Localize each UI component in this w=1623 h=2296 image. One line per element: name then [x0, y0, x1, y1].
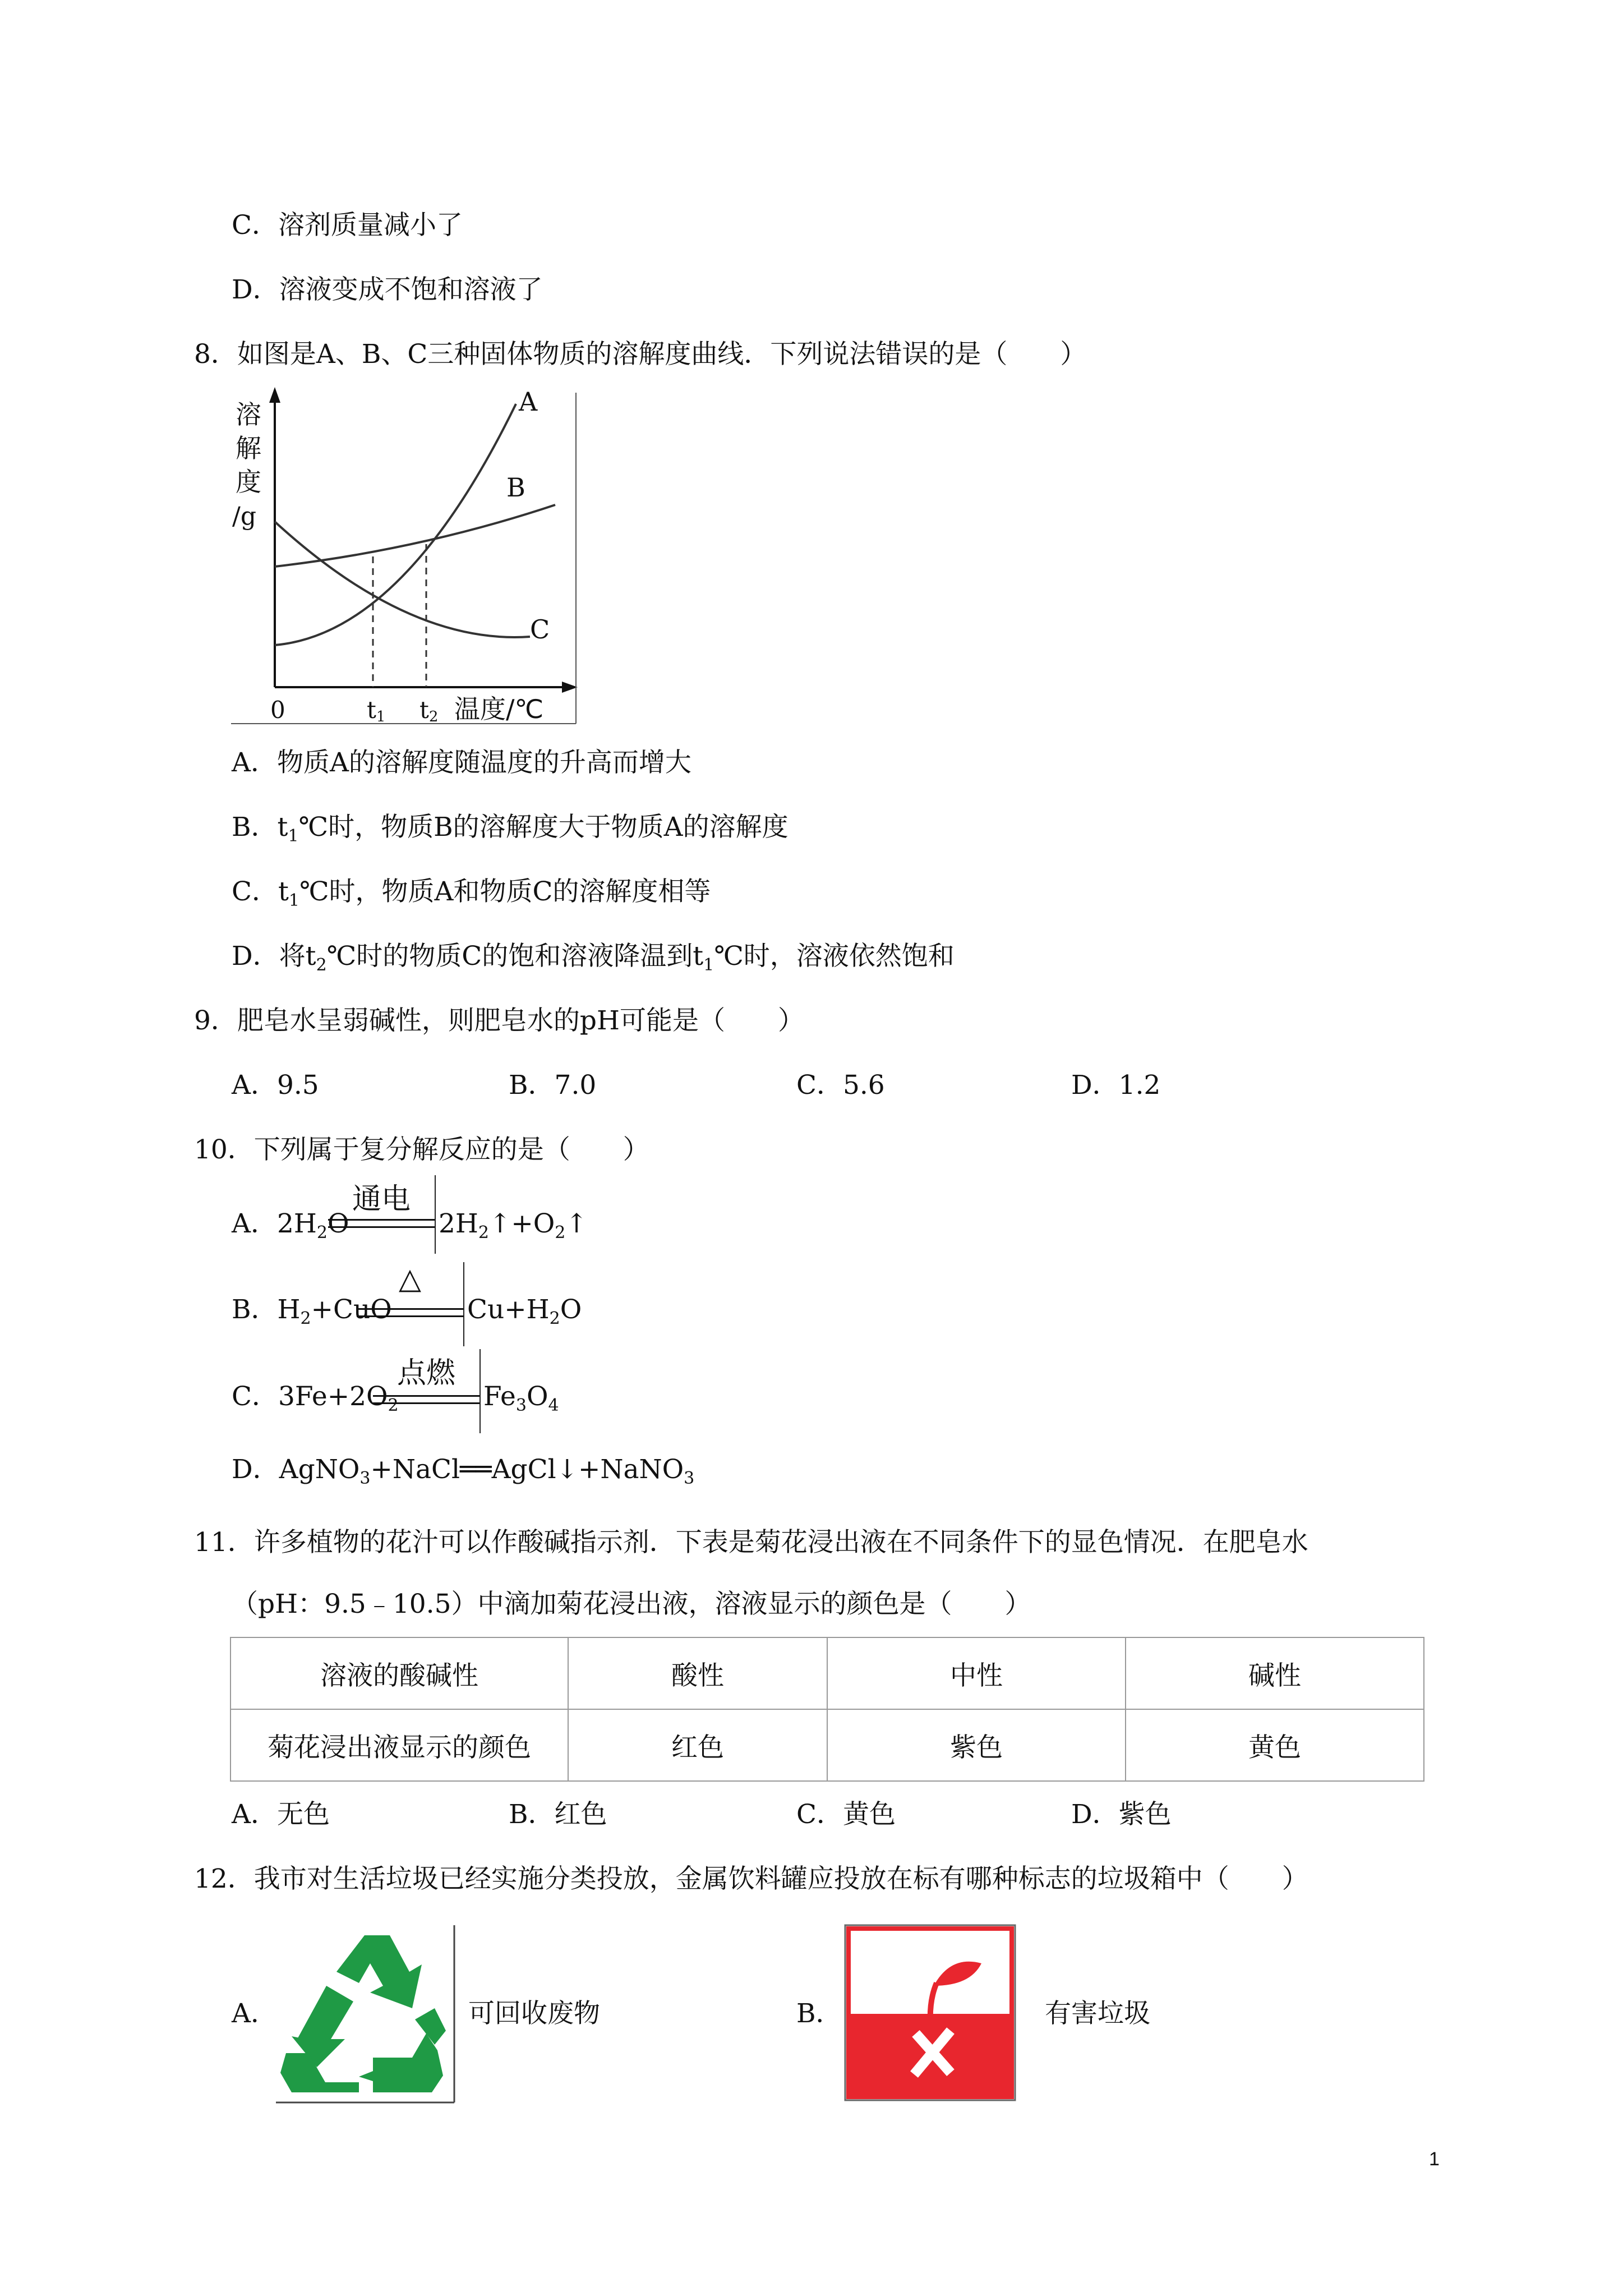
q11-option-c: C．黄色 [796, 1799, 896, 1830]
curve-a [275, 404, 516, 645]
q8-stem: 8．如图是A、B、C三种固体物质的溶解度曲线．下列说法错误的是（ ） [194, 339, 1087, 370]
q11-stem-line1: 11．许多植物的花汁可以作酸碱指示剂．下表是菊花浸出液在不同条件下的显色情况．在肥皂水 [194, 1527, 1308, 1558]
q9-option-d: D．1.2 [1071, 1070, 1161, 1101]
q7-option-d: D．溶液变成不饱和溶液了 [232, 274, 543, 305]
q10-b-condition: △ [399, 1262, 421, 1296]
series-label-b: B [506, 472, 525, 503]
q10-option-c: C．$3Fe+2O_2$ [232, 1381, 399, 1415]
table-row [230, 1709, 1424, 1781]
y-axis-label: 溶 [236, 399, 261, 430]
q9-option-b: B．7.0 [509, 1070, 597, 1101]
q10-a-arrow-box [328, 1175, 436, 1254]
q10-option-b: B．$H_2+CuO$ [232, 1294, 392, 1328]
q8-option-d: D．将$t_2℃$时的物质C的饱和溶液降温到$t_1℃$时，溶液依然饱和 [232, 941, 955, 975]
q10-option-d: D．AgNO$_3$+NaCl══AgCl↓+NaNO$_3$ [232, 1454, 695, 1488]
svg-text:解: 解 [236, 433, 261, 463]
x-axis-label: 温度/℃ [454, 694, 544, 724]
q11-stem-line2: （pH：9.5﹣10.5）中滴加菊花浸出液，溶液显示的颜色是（ ） [232, 1589, 1031, 1619]
q10-option-a: A．$2H_2O$ [232, 1208, 349, 1243]
q10-c-condition: 点燃 [396, 1356, 455, 1390]
q7-option-c: C．溶剂质量减小了 [232, 210, 463, 241]
q9-stem: 9．肥皂水呈弱碱性，则肥皂水的pH可能是（ ） [194, 1005, 804, 1036]
svg-text:/g: /g [232, 502, 256, 531]
q12-option-a-label: A． [232, 1998, 277, 2029]
hazardous-waste-icon [844, 1924, 1018, 2104]
q10-c-products: $Fe_3O_4$ [483, 1381, 559, 1415]
q10-b-arrow-box [357, 1262, 464, 1346]
series-label-a: A [519, 387, 538, 417]
q10-a-products: $2H_2↑+O_2↑$ [439, 1208, 588, 1243]
q8-option-a: A．物质A的溶解度随温度的升高而增大 [232, 747, 691, 778]
q11-option-d: D．紫色 [1071, 1799, 1172, 1830]
recycle-icon [275, 1924, 457, 2104]
q9-option-a: A．9.5 [232, 1070, 319, 1101]
tick-label-t2: t2 [419, 696, 439, 725]
table-cell: 中性 [827, 1637, 1126, 1709]
q12-option-a-text: 可回收废物 [468, 1998, 600, 2029]
q10-b-products: $Cu+H_2O$ [467, 1294, 582, 1328]
solubility-chart [224, 387, 594, 735]
series-label-c: C [530, 614, 550, 645]
table-cell: 酸性 [568, 1637, 827, 1709]
q11-option-a: A．无色 [232, 1799, 330, 1830]
q12-option-b-label: B． [796, 1998, 842, 2029]
curve-c [275, 522, 530, 637]
table-cell: 红色 [568, 1709, 827, 1781]
table-cell: 溶液的酸碱性 [230, 1637, 568, 1709]
q8-option-b: B．$t_1℃$时，物质B的溶解度大于物质A的溶解度 [232, 812, 789, 846]
table-cell: 碱性 [1126, 1637, 1424, 1709]
svg-text:度: 度 [236, 467, 261, 497]
q10-stem: 10．下列属于复分解反应的是（ ） [194, 1134, 649, 1165]
q12-option-b-text: 有害垃圾 [1045, 1998, 1150, 2029]
table-row [230, 1637, 1424, 1709]
origin-label: 0 [270, 696, 285, 724]
tick-label-t1: t1 [367, 696, 386, 725]
q9-option-c: C．5.6 [796, 1070, 885, 1101]
page-number: 1 [1429, 2148, 1440, 2170]
q10-c-arrow-box [373, 1349, 481, 1433]
q10-a-condition: 通电 [352, 1182, 411, 1216]
color-table [230, 1637, 1424, 1782]
table-cell: 紫色 [827, 1709, 1126, 1781]
table-cell: 菊花浸出液显示的颜色 [230, 1709, 568, 1781]
q8-option-c: C．$t_1℃$时，物质A和物质C的溶解度相等 [232, 876, 711, 910]
q11-option-b: B．红色 [509, 1799, 607, 1830]
table-cell: 黄色 [1126, 1709, 1424, 1781]
q12-stem: 12．我市对生活垃圾已经实施分类投放，金属饮料罐应投放在标有哪种标志的垃圾箱中（ ） [194, 1864, 1308, 1894]
